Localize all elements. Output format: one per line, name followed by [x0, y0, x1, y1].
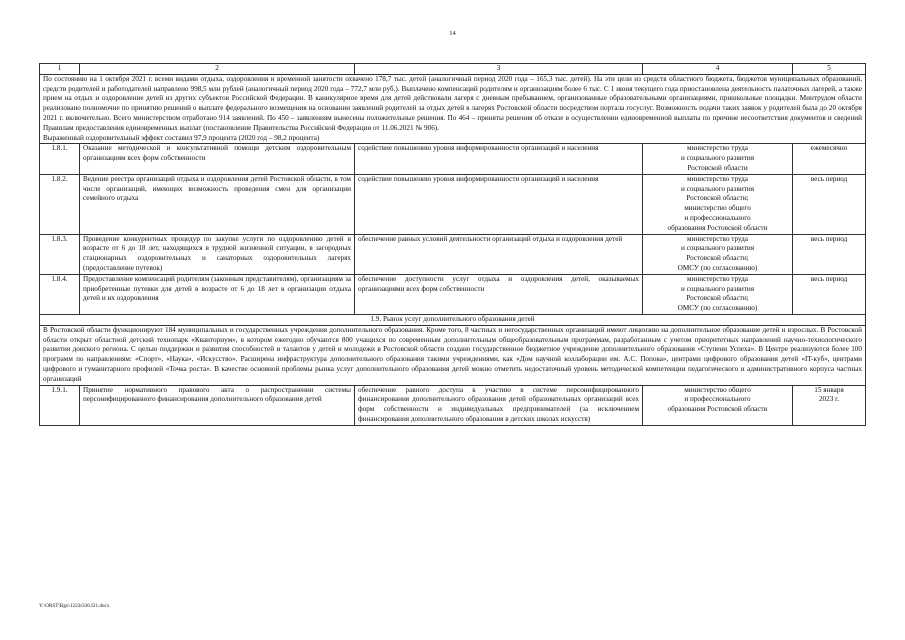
page-number: 14	[449, 30, 456, 37]
result-cell: обеспечение доступности услуг отдыха и оздоровления детей, оказываемых организациями всех форм собственности	[355, 274, 643, 314]
action-cell: Принятие нормативного правового акта о распространении системы персонифицированного финансирования дополнительного образования детей	[80, 385, 355, 425]
action-cell: Оказание методической и консультативной помощи детским оздоровительным организациям всех форм собственности	[80, 144, 355, 174]
file-path-footer: Y:\ORST\Rgo\1223r336.f21.docx	[39, 603, 110, 609]
result-cell: содействие повышению уровня информированности организаций и населения	[355, 144, 643, 174]
term-cell: ежемесячно	[793, 144, 866, 174]
column-number: 5	[793, 64, 866, 75]
table-row	[40, 385, 866, 425]
measures-table	[39, 63, 866, 426]
executor-cell: министерство труда и социального развития Ростовской области; министерство общего и профессионального образования Ростовской области	[643, 174, 793, 234]
effect-line: Выраженный оздоровительный эффект составил 97,9 процента (2020 год – 98,2 процента)	[40, 134, 866, 144]
table-row	[40, 234, 866, 274]
term-cell: 15 января 2023 г.	[793, 385, 866, 425]
column-number: 3	[355, 64, 643, 75]
result-cell: обеспечение равного доступа к участию в системе персонифицированного финансирования дополнительного образования детей образовательных организаций всех форм собственности и индивидуальных предпринимателей (за исключением финансирования дополнительного образования в детских школах искусств)	[355, 385, 643, 425]
section-paragraph: В Ростовской области функционируют 184 муниципальных и государственных учреждения дополнительного образования. Кроме того, 8 частных и негосударственных организаций имеют лицензию на дополнительное образование детей и взрослых. В Ростовской области открыт областной детский технопарк «Кванториум», в котором ежегодно обучаются 800 учащихся по современным дополнительным общеобразовательным программам, разработанным с учетом приоритетных направлений научно-технологического развития донского региона. С целью поддержки и развития способностей и талантов у детей и молодежи в Ростовской области создано государственное бюджетное учреждение дополнительного образования «Ступени Успеха». В Центре реализуются более 100 программ по направлениям: «Спорт», «Наука», «Искусство». Расширена инфраструктура дополнительного образования такими учреждениями, как «Дом научной коллаборации им. А.С. Попова», центрами цифрового образования детей «IT-куб», центрами цифрового и гуманитарного профилей «Точка роста». В качестве основной проблемы рынка услуг дополнительного образования детей можно отметить недостаточный уровень методической компетенции педагогического и административного корпуса частных организаций	[40, 325, 866, 385]
term-cell: весь период	[793, 174, 866, 234]
column-number: 4	[643, 64, 793, 75]
table-row	[40, 144, 866, 174]
column-number: 2	[80, 64, 355, 75]
action-cell: Проведение конкурентных процедур по закупке услуги по оздоровлению детей в возрасте от 6 до 18 лет, находящихся в трудной жизненной ситуации, в загородных стационарных оздоровительных и санаторных оздоровительных лагерях (предоставление путевок)	[80, 234, 355, 274]
column-numbers-row	[40, 64, 866, 75]
section-title: 1.9. Рынок услуг дополнительного образования детей	[40, 314, 866, 325]
row-number: 1.8.1.	[40, 144, 80, 174]
table-row	[40, 174, 866, 234]
row-number: 1.8.4.	[40, 274, 80, 314]
row-number: 1.8.3.	[40, 234, 80, 274]
executor-cell: министерство общего и профессионального образования Ростовской области	[643, 385, 793, 425]
result-cell: содействие повышению уровня информированности организаций и населения	[355, 174, 643, 234]
action-cell: Предоставление компенсаций родителям (законным представителям), организациям за приобретенные путевки для детей в возрасте от 6 до 18 лет в организации отдыха детей и их оздоровления	[80, 274, 355, 314]
action-cell: Ведение реестра организаций отдыха и оздоровления детей Ростовской области, в том числе организаций, имеющих возможность проведения смен для организации семейного отдыха	[80, 174, 355, 234]
row-number: 1.8.2.	[40, 174, 80, 234]
row-number: 1.9.1.	[40, 385, 80, 425]
executor-cell: министерство труда и социального развития Ростовской области; ОМСУ (по согласованию)	[643, 274, 793, 314]
executor-cell: министерство труда и социального развития Ростовской области	[643, 144, 793, 174]
term-cell: весь период	[793, 234, 866, 274]
term-cell: весь период	[793, 274, 866, 314]
column-number: 1	[40, 64, 80, 75]
result-cell: обеспечение равных условий деятельности организаций отдыха и оздоровления детей	[355, 234, 643, 274]
executor-cell: министерство труда и социального развития Ростовской области; ОМСУ (по согласованию)	[643, 234, 793, 274]
table-row	[40, 274, 866, 314]
intro-paragraph: По состоянию на 1 октября 2021 г. всеми видами отдыха, оздоровления и временной занятости охвачено 178,7 тыс. детей (аналогичный период 2020 года – 165,3 тыс. детей). На эти цели из средств областного бюджета, бюджетов муниципальных образований, средств родителей и работодателей направлено 998,5 млн рублей (аналогичный период 2020 года – 772,7 млн руб.). Выплачено компенсаций родителям и организациям более 6 тыс. С 1 июня текущего года приостановлена деятельность палаточных лагерей, а также прием на отдых и оздоровление детей из других субъектов Российской Федерации. В каникулярное время для детей действовали лагеря с дневным пребыванием, организованные образовательными организациями, пришкольные площадки. Минтрудом области реализовано полномочие по принятию решений о выплате федерального возмещения на основании заявлений родителей за отдых детей в лагерях Ростовской области посредством портала госуслуг. Возможность подачи таких заявок у родителей была до 20 октября 2021 г. включительно. Всего министерством отработано 914 заявлений. По 450 – заявлениям вынесены положительные решения. По 464 – приняты решения об отказе в осуществлении единовременной выплаты по причине несоответствия документов и сведений Правилам предоставления единовременных выплат (постановление Правительства Российской Федерации от 11.06.2021 № 906).	[40, 74, 866, 133]
